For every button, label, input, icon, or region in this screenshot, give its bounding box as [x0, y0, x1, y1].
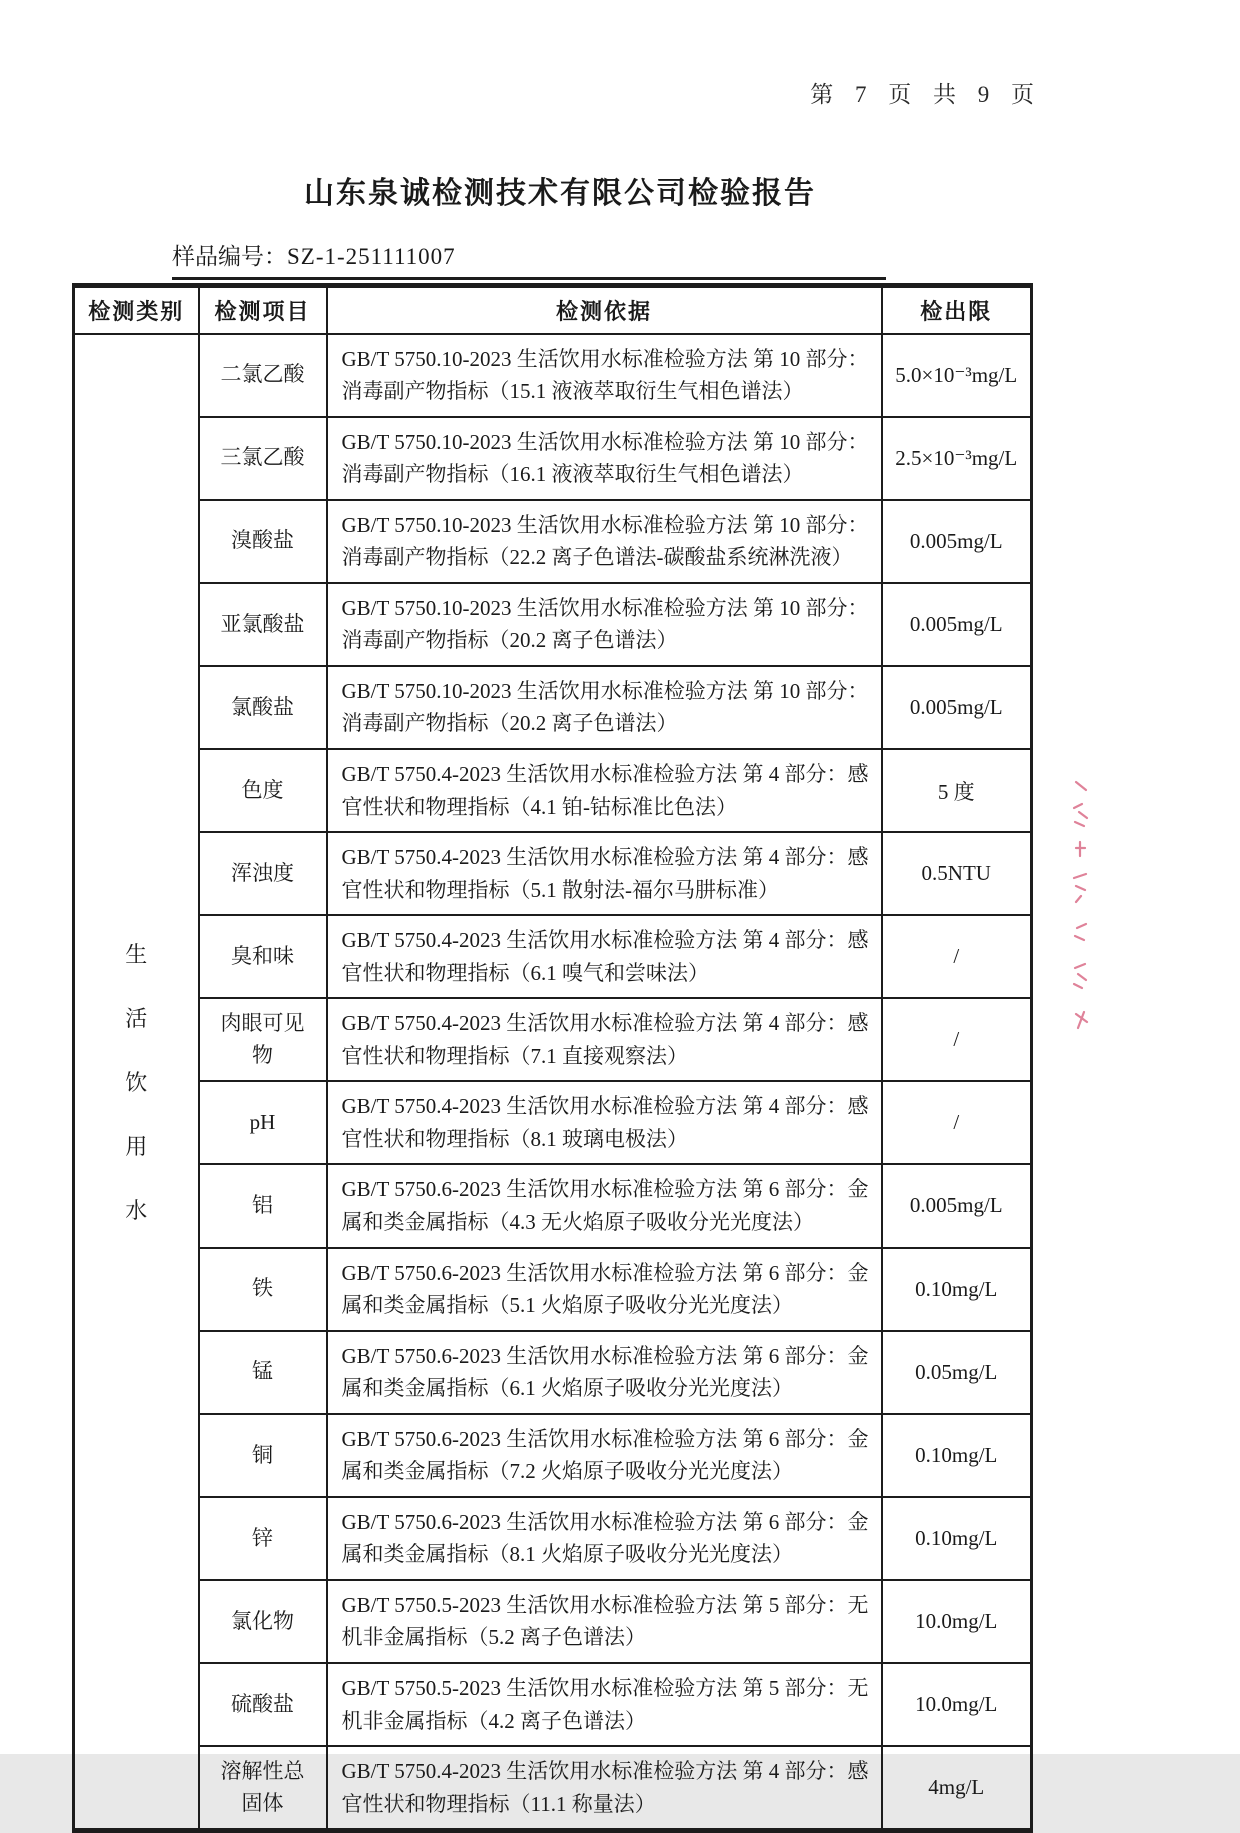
table-row — [74, 1746, 1032, 1831]
item-cell: 臭和味 — [199, 915, 327, 998]
limit-cell: 0.005mg/L — [882, 1164, 1032, 1247]
category-cell — [74, 334, 199, 1831]
method-cell: GB/T 5750.6-2023 生活饮用水标准检验方法 第 6 部分：金属和类金属指标（7.2 火焰原子吸收分光光度法） — [327, 1414, 882, 1497]
method-cell: GB/T 5750.6-2023 生活饮用水标准检验方法 第 6 部分：金属和类金属指标（8.1 火焰原子吸收分光光度法） — [327, 1497, 882, 1580]
limit-cell: 0.5NTU — [882, 832, 1032, 915]
item-cell: 肉眼可见物 — [199, 998, 327, 1081]
method-cell: GB/T 5750.4-2023 生活饮用水标准检验方法 第 4 部分：感官性状和物理指标（6.1 嗅气和尝味法） — [327, 915, 882, 998]
limit-cell: 0.10mg/L — [882, 1248, 1032, 1331]
table-row — [74, 1248, 1032, 1331]
table-row — [74, 1663, 1032, 1746]
method-cell: GB/T 5750.10-2023 生活饮用水标准检验方法 第 10 部分：消毒副产物指标（22.2 离子色谱法-碳酸盐系统淋洗液） — [327, 500, 882, 583]
item-cell: 三氯乙酸 — [199, 417, 327, 500]
method-cell: GB/T 5750.4-2023 生活饮用水标准检验方法 第 4 部分：感官性状和物理指标（7.1 直接观察法） — [327, 998, 882, 1081]
table-row — [74, 1331, 1032, 1414]
table-row — [74, 749, 1032, 832]
item-cell: 铝 — [199, 1164, 327, 1247]
report-title: 山东泉诚检测技术有限公司检验报告 — [304, 177, 816, 210]
limit-cell: 5 度 — [882, 749, 1032, 832]
method-cell: GB/T 5750.4-2023 生活饮用水标准检验方法 第 4 部分：感官性状和物理指标（4.1 铂-钴标准比色法） — [327, 749, 882, 832]
column-header-item: 检测项目 — [199, 286, 327, 334]
table-row — [74, 915, 1032, 998]
table-row — [74, 334, 1032, 417]
category-char: 饮 — [125, 1069, 148, 1095]
column-header-limit: 检出限 — [882, 286, 1032, 334]
table-row — [74, 583, 1032, 666]
method-cell: GB/T 5750.5-2023 生活饮用水标准检验方法 第 5 部分：无机非金属指标（4.2 离子色谱法） — [327, 1663, 882, 1746]
method-cell: GB/T 5750.6-2023 生活饮用水标准检验方法 第 6 部分：金属和类金属指标（4.3 无火焰原子吸收分光光度法） — [327, 1164, 882, 1247]
test-methods-table — [72, 283, 1033, 1833]
limit-cell: 10.0mg/L — [882, 1663, 1032, 1746]
method-cell: GB/T 5750.4-2023 生活饮用水标准检验方法 第 4 部分：感官性状和物理指标（11.1 称量法） — [327, 1746, 882, 1831]
item-cell: 氯酸盐 — [199, 666, 327, 749]
item-cell: 色度 — [199, 749, 327, 832]
method-cell: GB/T 5750.4-2023 生活饮用水标准检验方法 第 4 部分：感官性状和物理指标（8.1 玻璃电极法） — [327, 1081, 882, 1164]
page-indicator: 第 7 页 共 9 页 — [810, 82, 1042, 107]
method-cell: GB/T 5750.4-2023 生活饮用水标准检验方法 第 4 部分：感官性状和物理指标（5.1 散射法-福尔马肼标准） — [327, 832, 882, 915]
limit-cell: / — [882, 998, 1032, 1081]
item-cell: 铜 — [199, 1414, 327, 1497]
method-cell: GB/T 5750.10-2023 生活饮用水标准检验方法 第 10 部分：消毒副产物指标（16.1 液液萃取衍生气相色谱法） — [327, 417, 882, 500]
category-vertical-text — [75, 938, 198, 1225]
table-row — [74, 832, 1032, 915]
item-cell: 溴酸盐 — [199, 500, 327, 583]
item-cell: 铁 — [199, 1248, 327, 1331]
category-char: 活 — [125, 1005, 148, 1031]
column-header-method: 检测依据 — [327, 286, 882, 334]
table-row — [74, 500, 1032, 583]
item-cell: 亚氯酸盐 — [199, 583, 327, 666]
table-row — [74, 998, 1032, 1081]
column-header-category: 检测类别 — [74, 286, 199, 334]
table-row — [74, 666, 1032, 749]
item-cell: 锌 — [199, 1497, 327, 1580]
limit-cell: 5.0×10⁻³mg/L — [882, 334, 1032, 417]
table-row — [74, 1164, 1032, 1247]
limit-cell: 0.005mg/L — [882, 583, 1032, 666]
method-cell: GB/T 5750.6-2023 生活饮用水标准检验方法 第 6 部分：金属和类金属指标（6.1 火焰原子吸收分光光度法） — [327, 1331, 882, 1414]
limit-cell: 0.05mg/L — [882, 1331, 1032, 1414]
table-row — [74, 1580, 1032, 1663]
limit-cell: 0.10mg/L — [882, 1414, 1032, 1497]
limit-cell: / — [882, 1081, 1032, 1164]
table-header-row — [74, 286, 1032, 334]
limit-cell: 10.0mg/L — [882, 1580, 1032, 1663]
sample-number-label: 样品编号： — [172, 244, 287, 269]
table-row — [74, 1081, 1032, 1164]
red-stamp-mark — [1070, 778, 1092, 1034]
method-cell: GB/T 5750.5-2023 生活饮用水标准检验方法 第 5 部分：无机非金属指标（5.2 离子色谱法） — [327, 1580, 882, 1663]
limit-cell: / — [882, 915, 1032, 998]
limit-cell: 0.10mg/L — [882, 1497, 1032, 1580]
item-cell: 二氯乙酸 — [199, 334, 327, 417]
sample-number-line — [172, 238, 886, 280]
item-cell: 锰 — [199, 1331, 327, 1414]
category-char: 生 — [125, 941, 148, 967]
item-cell: 溶解性总固体 — [199, 1746, 327, 1831]
method-cell: GB/T 5750.10-2023 生活饮用水标准检验方法 第 10 部分：消毒副产物指标（20.2 离子色谱法） — [327, 583, 882, 666]
method-cell: GB/T 5750.6-2023 生活饮用水标准检验方法 第 6 部分：金属和类金属指标（5.1 火焰原子吸收分光光度法） — [327, 1248, 882, 1331]
category-char: 用 — [125, 1133, 148, 1159]
item-cell: pH — [199, 1081, 327, 1164]
table-row — [74, 417, 1032, 500]
limit-cell: 0.005mg/L — [882, 500, 1032, 583]
limit-cell: 2.5×10⁻³mg/L — [882, 417, 1032, 500]
category-char: 水 — [125, 1197, 148, 1223]
limit-cell: 4mg/L — [882, 1746, 1032, 1831]
limit-cell: 0.005mg/L — [882, 666, 1032, 749]
table-row — [74, 1414, 1032, 1497]
item-cell: 硫酸盐 — [199, 1663, 327, 1746]
table-body — [74, 334, 1032, 1831]
item-cell: 浑浊度 — [199, 832, 327, 915]
method-cell: GB/T 5750.10-2023 生活饮用水标准检验方法 第 10 部分：消毒副产物指标（20.2 离子色谱法） — [327, 666, 882, 749]
sample-number-value: SZ-1-251111007 — [287, 244, 456, 269]
table-header — [74, 286, 1032, 334]
item-cell: 氯化物 — [199, 1580, 327, 1663]
method-cell: GB/T 5750.10-2023 生活饮用水标准检验方法 第 10 部分：消毒副产物指标（15.1 液液萃取衍生气相色谱法） — [327, 334, 882, 417]
table-row — [74, 1497, 1032, 1580]
